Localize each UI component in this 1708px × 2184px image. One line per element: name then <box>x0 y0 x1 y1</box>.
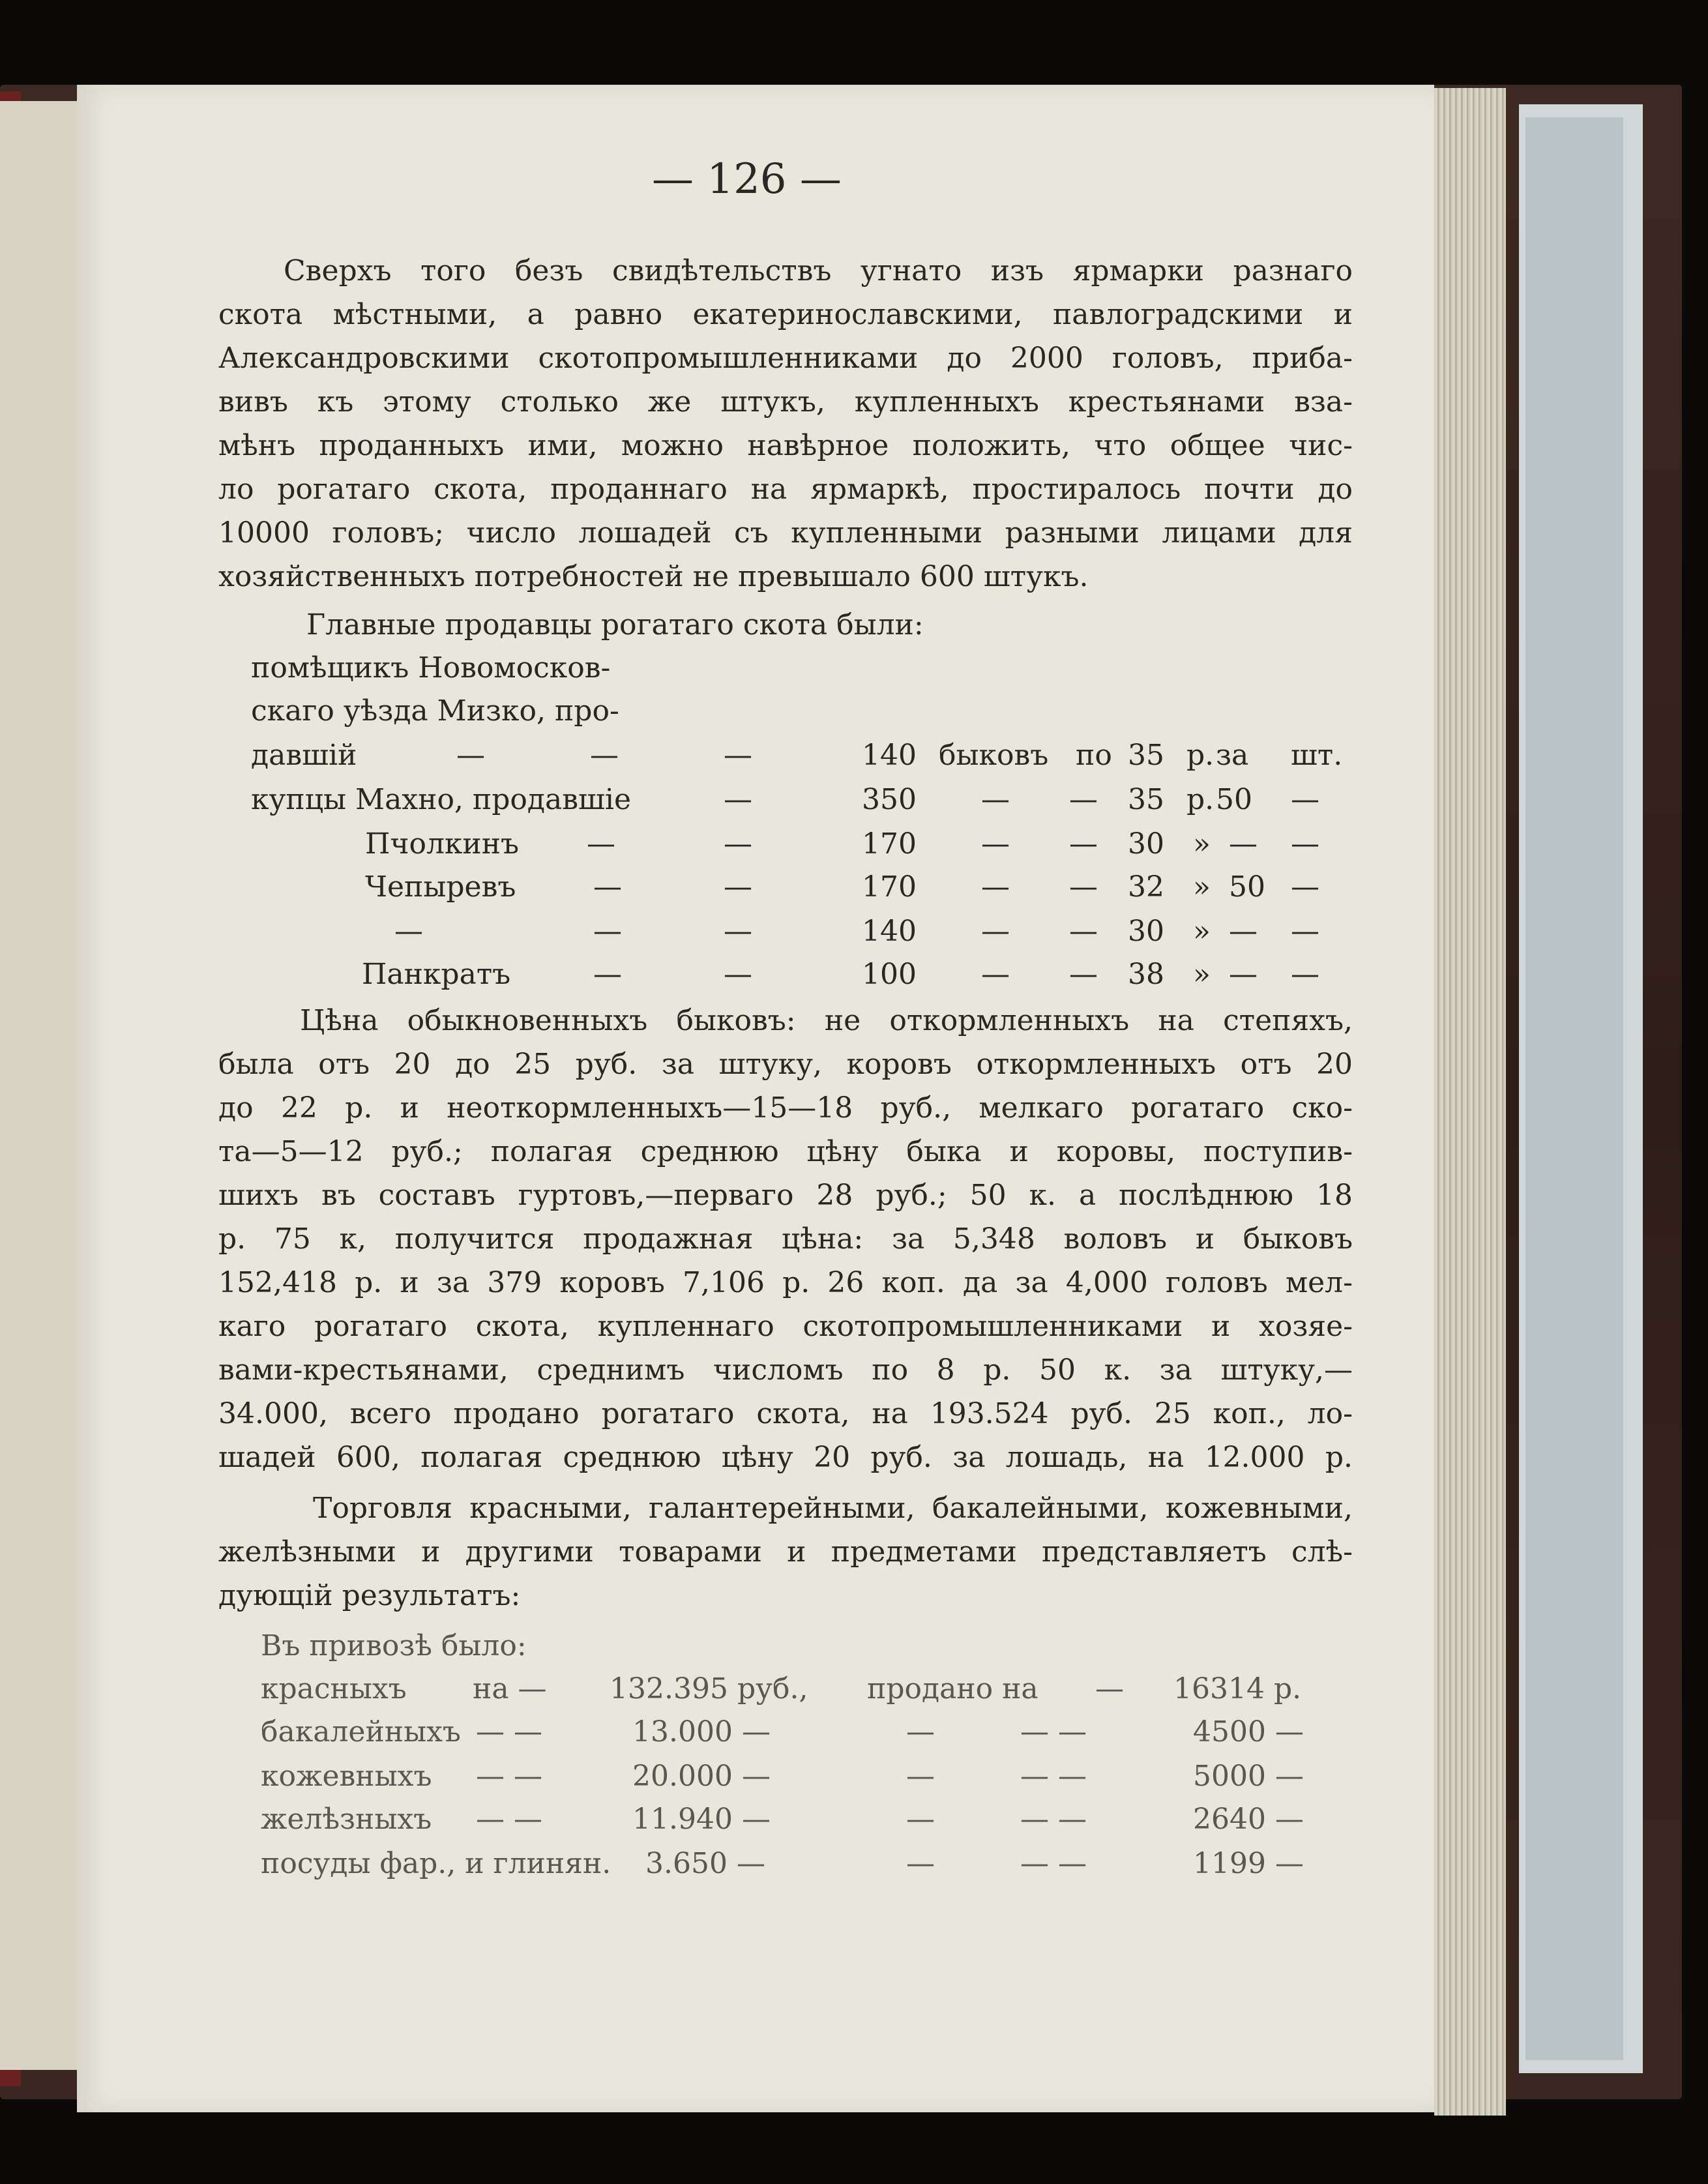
seller-dash: — <box>724 958 752 991</box>
goods-value: 2640 — <box>1193 1803 1304 1836</box>
seller-name: — <box>394 915 423 948</box>
goods-na: — — <box>476 1803 542 1836</box>
text-line: желѣзными и другими товарами и предметами представляетъ слѣ- <box>218 1535 1353 1569</box>
seller-po: — <box>1069 958 1098 991</box>
seller-po: — <box>1069 783 1098 816</box>
sellers-intro-1: помѣщикъ Новомосков- <box>251 651 611 685</box>
seller-kop: 50 <box>1229 870 1265 904</box>
seller-r: р. <box>1186 739 1215 772</box>
goods-value: 1199 — <box>1193 1847 1304 1880</box>
text-line: шихъ въ составъ гуртовъ,—перваго 28 руб.; 50 к. а послѣднюю 18 <box>218 1179 1353 1212</box>
seller-dash: — <box>593 915 622 948</box>
seller-po: — <box>1069 827 1098 861</box>
seller-tail: — <box>1291 783 1319 816</box>
seller-kop: — <box>1229 915 1258 948</box>
text-line: 152,418 р. и за 379 коровъ 7,106 р. 26 коп. да за 4,000 головъ мел- <box>218 1266 1353 1299</box>
goods-name: желѣзныхъ <box>261 1803 432 1836</box>
seller-tail: шт. <box>1291 739 1343 772</box>
seller-rub: 30 <box>1128 827 1164 861</box>
goods-sold: продано на <box>867 1672 1038 1705</box>
seller-qty: 140 <box>862 915 917 948</box>
seller-kop: за <box>1216 739 1249 772</box>
seller-qty: 170 <box>862 870 917 904</box>
seller-qty: 100 <box>862 958 917 991</box>
text-line: Цѣна обыкновенныхъ быковъ: не откормленныхъ на степяхъ, <box>300 1004 1353 1037</box>
seller-unit: — <box>981 827 1010 861</box>
goods-sold: — <box>906 1760 935 1793</box>
goods-dash: — — <box>1020 1847 1087 1880</box>
paragraph-prices <box>218 999 1353 1479</box>
seller-dash: — <box>587 827 615 861</box>
text-line: р. 75 к, получится продажная цѣна: за 5,348 воловъ и быковъ <box>218 1222 1353 1256</box>
text-line: скота мѣстными, а равно екатеринославскими, павлоградскими и <box>218 298 1353 331</box>
seller-dash: — <box>590 739 619 772</box>
seller-name: Пчолкинъ <box>365 827 520 861</box>
seller-rub: 32 <box>1128 870 1164 904</box>
seller-name: купцы Махно, продавшіе <box>251 783 631 816</box>
goods-na: — — <box>476 1715 542 1749</box>
goods-value: 16314 р. <box>1173 1672 1302 1705</box>
goods-value: 5000 — <box>1193 1760 1304 1793</box>
goods-name: посуды фар., и глинян. <box>261 1847 611 1880</box>
text-line: Торговля красными, галантерейными, бакалейными, кожевными, <box>313 1492 1353 1525</box>
seller-unit: — <box>981 870 1010 904</box>
text-line: Сверхъ того безъ свидѣтельствъ угнато изъ ярмарки разнаго <box>284 254 1353 288</box>
text-line: была отъ 20 до 25 руб. за штуку, коровъ откормленныхъ отъ 20 <box>218 1048 1353 1081</box>
seller-r: » <box>1193 915 1211 948</box>
text-line: вивъ къ этому столько же штукъ, купленныхъ крестьянами вза- <box>218 385 1353 419</box>
goods-amount: 20.000 — <box>632 1760 771 1793</box>
goods-name: красныхъ <box>261 1672 407 1705</box>
seller-dash: — <box>593 870 622 904</box>
seller-rub: 35 <box>1128 783 1164 816</box>
goods-dash: — — <box>1020 1715 1087 1749</box>
seller-name: Панкратъ <box>362 958 511 991</box>
paragraph-trade <box>218 1486 1353 1617</box>
goods-amount: 132.395 руб., <box>610 1672 808 1705</box>
seller-dash: — <box>724 915 752 948</box>
text-line: вами-крестьянами, среднимъ числомъ по 8 р. 50 к. за штуку,— <box>218 1353 1353 1387</box>
seller-r: » <box>1193 827 1211 861</box>
seller-tail: — <box>1291 915 1319 948</box>
endpaper-inner <box>1525 117 1623 2060</box>
seller-rub: 38 <box>1128 958 1164 991</box>
seller-dash: — <box>593 958 622 991</box>
text-line: дующій результатъ: <box>218 1579 521 1612</box>
seller-r: » <box>1193 870 1211 904</box>
seller-rub: 30 <box>1128 915 1164 948</box>
sellers-heading: Главные продавцы рогатаго скота были: <box>306 608 924 642</box>
seller-dash: — <box>724 827 752 861</box>
text-line: хозяйственныхъ потребностей не превышало 600 штукъ. <box>218 560 1089 593</box>
goods-amount: 13.000 — <box>632 1715 771 1749</box>
goods-value: 4500 — <box>1193 1715 1304 1749</box>
seller-dash: — <box>724 783 752 816</box>
goods-heading: Въ привозѣ было: <box>261 1629 527 1662</box>
text-line: та—5—12 руб.; полагая среднюю цѣну быка и коровы, поступив- <box>218 1135 1353 1168</box>
text-line: 10000 головъ; число лошадей съ купленными разными лицами для <box>218 516 1353 550</box>
goods-na: на — <box>473 1672 547 1705</box>
left-page-edge <box>0 101 78 2070</box>
seller-dash: — <box>724 870 752 904</box>
sellers-intro-2: скаго уѣзда Мизко, про- <box>251 694 619 728</box>
seller-qty: 140 <box>862 739 917 772</box>
goods-name: бакалейныхъ <box>261 1715 461 1749</box>
seller-kop: — <box>1229 827 1258 861</box>
seller-po: — <box>1069 870 1098 904</box>
text-line: до 22 р. и неоткормленныхъ—15—18 руб., мелкаго рогатаго ско- <box>218 1091 1353 1125</box>
seller-unit: — <box>981 783 1010 816</box>
text-line: ло рогатаго скота, проданнаго на ярмаркѣ, простиралось почти до <box>218 473 1353 506</box>
goods-na: — — <box>476 1760 542 1793</box>
seller-rub: 35 <box>1128 739 1164 772</box>
seller-name: давшій <box>251 739 357 772</box>
goods-dash: — — <box>1020 1760 1087 1793</box>
text-line: 34.000, всего продано рогатаго скота, на 193.524 руб. 25 коп., ло- <box>218 1397 1353 1430</box>
text-line: мѣнъ проданныхъ ими, можно навѣрное положить, что общее чис- <box>218 429 1353 462</box>
goods-dash: — — <box>1020 1803 1087 1836</box>
goods-amount: 3.650 — <box>645 1847 765 1880</box>
goods-sold: — <box>906 1847 935 1880</box>
seller-dash: — <box>456 739 485 772</box>
seller-tail: — <box>1291 827 1319 861</box>
paragraph-1 <box>218 249 1353 598</box>
seller-unit: — <box>981 958 1010 991</box>
goods-sold: — <box>906 1715 935 1749</box>
seller-tail: — <box>1291 958 1319 991</box>
seller-kop: — <box>1229 958 1258 991</box>
goods-sold: — <box>906 1803 935 1836</box>
text-line: Александровскими скотопромышленниками до 2000 головъ, прибa- <box>218 342 1353 375</box>
seller-qty: 350 <box>862 783 917 816</box>
seller-unit: быковъ <box>939 739 1049 772</box>
goods-dash: — <box>1095 1672 1124 1705</box>
seller-tail: — <box>1291 870 1319 904</box>
seller-name: Чепыревъ <box>365 870 516 904</box>
seller-r: » <box>1193 958 1211 991</box>
text-line: шадей 600, полагая среднюю цѣну 20 руб. за лошадь, на 12.000 р. <box>218 1441 1353 1474</box>
goods-amount: 11.940 — <box>632 1803 771 1836</box>
goods-name: кожевныхъ <box>261 1760 432 1793</box>
seller-dash: — <box>724 739 752 772</box>
seller-unit: — <box>981 915 1010 948</box>
page-number: — 126 — <box>652 155 842 203</box>
seller-po: — <box>1069 915 1098 948</box>
page-edges <box>1434 88 1506 2116</box>
text-line: каго рогатаго скота, купленнаго скотопромышленниками и хозяе- <box>218 1310 1353 1343</box>
seller-po: по <box>1076 739 1112 772</box>
seller-qty: 170 <box>862 827 917 861</box>
seller-r: р. <box>1186 783 1215 816</box>
seller-kop: 50 <box>1216 783 1252 816</box>
